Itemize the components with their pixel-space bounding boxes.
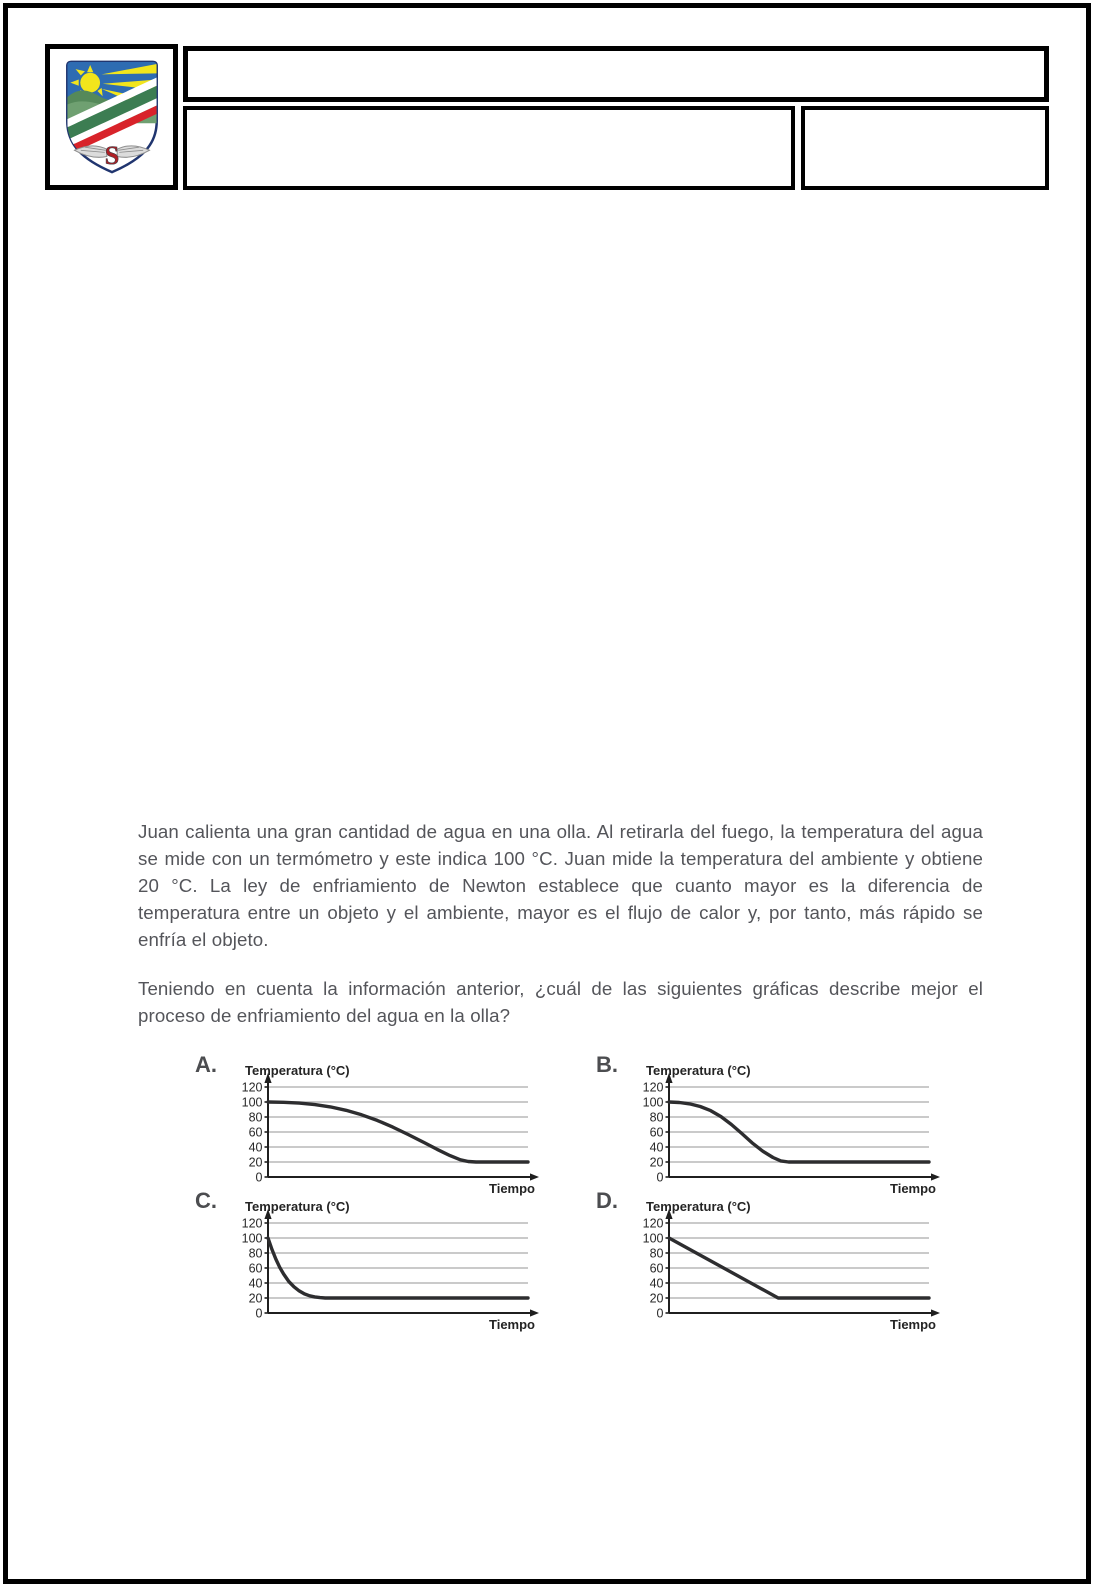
y-tick-label: 120 [642,1216,664,1231]
chart-title: Temperatura (°C) [646,1199,751,1214]
y-tick-label: 40 [248,1140,263,1155]
y-tick-label: 80 [248,1246,263,1261]
question-prompt-paragraph: Teniendo en cuenta la información anterior, ¿cuál de las siguientes gráficas describe mejor el proceso de enfriamiento del agua en la olla? [138,978,983,1026]
y-tick-label: 120 [642,1080,664,1095]
temperature-time-chart [230,1184,542,1334]
temperature-time-chart [631,1184,943,1334]
y-tick-label: 100 [241,1231,263,1246]
y-tick-label: 120 [241,1216,263,1231]
header-cell-top [183,46,1049,102]
x-axis-arrow [931,1309,940,1316]
chart-title: Temperatura (°C) [245,1199,350,1214]
x-axis-arrow [931,1173,940,1180]
y-tick-label: 80 [248,1110,263,1125]
y-tick-label: 20 [649,1291,664,1306]
y-tick-label: 0 [656,1170,664,1185]
chart-title: Temperatura (°C) [646,1063,751,1078]
chart-option-label: C. [195,1188,217,1213]
chart-option [591,1048,943,1198]
chart-title: Temperatura (°C) [245,1063,350,1078]
chart-x-axis-label: Tiempo [890,1181,936,1196]
temperature-time-chart [230,1048,542,1198]
y-tick-label: 40 [649,1276,664,1291]
chart-option [190,1048,542,1198]
chart-option [591,1184,943,1334]
y-tick-label: 0 [255,1170,263,1185]
y-tick-label: 80 [649,1110,664,1125]
school-logo-cell [45,44,178,190]
y-tick-label: 100 [241,1095,263,1110]
y-tick-label: 20 [649,1155,664,1170]
chart-option-label: D. [596,1188,618,1213]
y-tick-label: 60 [649,1261,664,1276]
question-text-block [138,818,983,1029]
header-cell-bottom-right [801,106,1049,190]
chart-option-label: B. [596,1052,618,1077]
chart-x-axis-label: Tiempo [489,1181,535,1196]
header-cell-bottom-left [183,106,795,190]
y-tick-label: 100 [642,1095,664,1110]
x-axis-arrow [530,1173,539,1180]
y-tick-label: 60 [248,1125,263,1140]
y-tick-label: 20 [248,1155,263,1170]
chart-option-label: A. [195,1052,217,1077]
chart-option [190,1184,542,1334]
question-context-paragraph: Juan calienta una gran cantidad de agua en una olla. Al retirarla del fuego, la temperatura del agua se mide con un termómetro y este indica 100 °C. Juan mide la temperatura del ambiente y obtiene 20 °C. La ley de enfriamiento de Newton establece que cuanto mayor es la diferencia de temperatura entre un objeto y el ambiente, mayor es el flujo de calor y, por tanto, más rápido se enfría el objeto. [138,821,983,950]
y-tick-label: 0 [656,1306,664,1321]
y-tick-label: 20 [248,1291,263,1306]
y-tick-label: 0 [255,1306,263,1321]
x-axis-arrow [530,1309,539,1316]
y-tick-label: 100 [642,1231,664,1246]
answer-options-charts [190,1048,1094,1348]
chart-x-axis-label: Tiempo [489,1317,535,1332]
temperature-time-chart [631,1048,943,1198]
y-tick-label: 40 [248,1276,263,1291]
y-tick-label: 80 [649,1246,664,1261]
header-table [45,44,1052,190]
y-tick-label: 120 [241,1080,263,1095]
y-tick-label: 60 [248,1261,263,1276]
chart-x-axis-label: Tiempo [890,1317,936,1332]
crest-letter-s: S [104,140,119,170]
school-crest-icon [60,56,164,178]
y-tick-label: 40 [649,1140,664,1155]
y-tick-label: 60 [649,1125,664,1140]
